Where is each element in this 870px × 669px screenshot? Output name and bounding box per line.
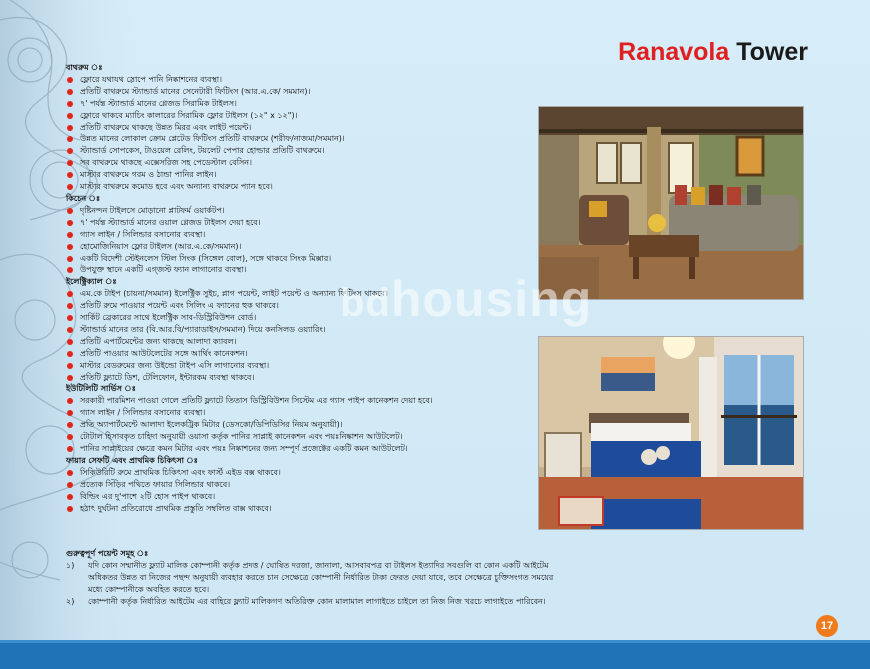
spec-item-text: মাস্টার বেডরুমের জন্য উইন্ডো টাইপ এসি লাগানোর ব্যবস্থা।: [80, 360, 270, 370]
note-number: ২): [66, 596, 75, 606]
spec-item-text: ৭' পর্যন্ত স্ট্যান্ডার্ড মানের ওয়াল গ্লেজড টাইলস দেয়া হবে।: [80, 217, 261, 227]
page-title: [618, 38, 808, 67]
note-text: যদি কোন সম্মানীত ফ্ল্যাট মালিক কোম্পানী কর্তৃক প্রদত্ত / ঘোষিত দরজা, জানালা, আসবাবপত্র বা টাইলস ইত্যাদির সবগুলি বা কোন একটি আইটেম: [88, 560, 549, 570]
bullet-icon: [67, 351, 73, 357]
note-line: [66, 584, 626, 596]
spec-item-text: সব বাথরুমে থাকছে এক্সেসরিজ সহ পেডেস্টাল বেসিন।: [80, 158, 252, 168]
title-suffix: Tower: [729, 38, 808, 66]
spec-item-text: একটি বিদেশী স্টেইনলেস স্টিল সিংক (সিঙ্গেল বোল), সঙ্গে থাকবে সিংক মিক্সার।: [80, 253, 332, 263]
spec-item: [66, 205, 531, 217]
note-number: ১): [66, 560, 75, 570]
bullet-icon: [67, 303, 73, 309]
spec-item-text: প্রতিটি পাওয়ার আউটলেটের সঙ্গে আর্থিং কানেকশন।: [80, 348, 248, 358]
spec-item: [66, 348, 531, 360]
spec-item: [66, 253, 531, 265]
spec-item-text: ফ্লোরে থাকবে ম্যাচিং কালারের সিরামিক ফ্লোর টাইলস (১২" x ১২")।: [80, 110, 298, 120]
spec-item-text: মাস্টার বাথরুমে কমোড হবে এবং অন্যান্য বাথরুমে প্যান হবে।: [80, 182, 273, 192]
bullet-icon: [67, 470, 73, 476]
bullet-icon: [67, 220, 73, 226]
bullet-icon: [67, 339, 73, 345]
spec-item-text: উন্নত মানের লোকাল ক্রোম প্লেটেড ফিটিংস প্রতিটি বাথরুমে (শরীফ/নাজমা/সমমান)।: [80, 134, 345, 144]
spec-item-text: উপযুক্ত স্থানে একটি এগ্জস্ট ফ্যান লাগানোর ব্যবস্থা।: [80, 265, 247, 275]
spec-item: [66, 241, 531, 253]
spec-item-text: পানির সাপ্লাইয়ের ক্ষেত্রে কমন মিটার এবং পয়ঃ নিষ্কাশনের জন্য সম্পূর্ণ প্রজেক্টের একটি কমন আউটলেট।: [80, 444, 408, 453]
spec-item: [66, 133, 531, 145]
page-number: 17: [816, 615, 838, 637]
bullet-icon: [67, 244, 73, 250]
spec-item: [66, 229, 531, 241]
note-line: [66, 572, 626, 584]
spec-item-text: গ্যাস লাইন / সিলিন্ডার বসানোর ব্যবস্থা।: [80, 229, 206, 239]
bullet-icon: [67, 160, 73, 166]
bullet-icon: [67, 506, 73, 512]
spec-item: [66, 479, 531, 491]
spec-item-text: বিল্ডিং এর দু'পাশে ২টি হোস পাইপ থাকবে।: [80, 491, 216, 501]
bullet-icon: [67, 148, 73, 154]
spec-item-text: গ্যাস লাইন / সিলিন্ডার বসানোর ব্যবস্থা।: [80, 408, 206, 418]
bullet-icon: [67, 422, 73, 428]
spec-item-text: প্রত্যেক সিঁড়ির পথিতে ফায়ার সিলিন্ডার থাকবে।: [80, 479, 231, 489]
spec-item-text: স্ট্যান্ডার্ড মানের তার (বি.আর.বি/প্যারাডাইস/সমমান) দিয়ে কনসিলড ওয়্যারিং।: [80, 324, 326, 334]
bullet-icon: [67, 125, 73, 131]
bedroom-photo: [538, 336, 804, 530]
note-text: মধ্যে কোম্পানীকে অবহিত করতে হবে।: [88, 584, 210, 594]
bullet-icon: [67, 494, 73, 500]
section-title: বাথরুম ঃ: [66, 63, 103, 72]
bullet-icon: [67, 101, 73, 107]
bullet-icon: [67, 375, 73, 381]
bullet-icon: [67, 256, 73, 262]
spec-item: [66, 395, 531, 407]
bullet-icon: [67, 410, 73, 416]
important-notes: [66, 548, 626, 608]
bullet-icon: [67, 184, 73, 190]
spec-item-text: প্রতিটি রুমে পাওয়ার পয়েন্ট এবং সিলিং এ ফ্যানের হুক থাকবে।: [80, 301, 279, 311]
spec-item: [66, 122, 531, 134]
bullet-icon: [67, 232, 73, 238]
watermark-logo: [340, 270, 592, 328]
bullet-icon: [67, 315, 73, 321]
spec-item: [66, 169, 531, 181]
spec-item-text: এম.কে টাইপ (চায়না/সমমান) ইলেক্ট্রিক সুইচ, প্লাগ পয়েন্ট, লাইট পয়েন্ট ও অন্যান্য ফিটিংস থাকবে।: [80, 289, 388, 299]
spec-item-text: প্রতিটি বাথরুমে থাকছে উন্নত মিরর এবং লাইট পয়েন্ট।: [80, 122, 252, 132]
spec-item: [66, 419, 531, 431]
spec-item-text: স্ট্যান্ডার্ড সোপকেস, টাওয়েল রেলিং, টয়লেট পেপার হোল্ডার প্রতিটি বাথরুমে।: [80, 146, 325, 156]
spec-item: [66, 145, 531, 157]
spec-item-text: সিকিউরিটি রুমে প্রাথমিক চিকিৎসা এবং ফার্স্ট এইড বক্স থাকবে।: [80, 467, 281, 477]
spec-item: [66, 86, 531, 98]
spec-item-text: প্রতিটি ফ্ল্যাটে ডিশ, টেলিফোন, ইন্টারকম ব্যবস্থা থাকবে।: [80, 372, 255, 382]
section-title: ফায়ার সেফটি এবং প্রাথমিক চিকিৎসা ঃ: [66, 455, 198, 465]
bullet-icon: [67, 136, 73, 142]
bullet-icon: [67, 434, 73, 440]
spec-item-text: সরকারী পারমিশন পাওয়া গেলে প্রতিটি ফ্ল্যাটে তিতাস ডিস্ট্রিবিউশন সিস্টেম এর গ্যাস পাইপ কানেকশন দেয়া হবে।: [80, 396, 433, 406]
note-line: [66, 560, 626, 572]
spec-item-text: প্রতি অ্যাপার্টমেন্টে আলাদা ইলেকট্রিক মিটার (ডেসকো/ডিপিডিসির নিয়ম অনুযায়ী)।: [80, 420, 343, 430]
spec-item: [66, 110, 531, 122]
spec-item-text: হঠাৎ দুর্ঘটনা প্রতিরোধে প্রাথমিক প্রস্তুতি সম্বলিত বাক্স থাকবে।: [80, 503, 272, 513]
spec-item: [66, 407, 531, 419]
spec-item: [66, 336, 531, 348]
spec-item-text: প্রতিটি বাথরুমে স্ট্যান্ডার্ড মানের সেনেটারী ফিটিংস (আর.এ.কে/ সমমান)।: [80, 86, 311, 96]
bullet-icon: [67, 89, 73, 95]
spec-item-text: ৭' পর্যন্ত স্ট্যান্ডার্ড মানের গ্লেজড সিরামিক টাইলস।: [80, 98, 237, 108]
section-title: ইলেক্ট্রিক্যাল ঃ: [66, 277, 117, 287]
bullet-icon: [67, 291, 73, 297]
note-line: [66, 596, 626, 608]
spec-item: [66, 360, 531, 372]
watermark-suffix: housing: [390, 271, 593, 327]
bullet-icon: [67, 398, 73, 404]
spec-item-text: প্রতিটি এপার্টমেন্টের জন্য থাকছে আলাদা ক্যাবল।: [80, 336, 237, 346]
bullet-icon: [67, 267, 73, 273]
spec-item-text: ফ্লোরে যথাযথ স্লোপে পানি নিষ্কাশনের ব্যবস্থা।: [80, 74, 222, 84]
spec-item: [66, 491, 531, 503]
spec-item: [66, 181, 531, 193]
bullet-icon: [67, 482, 73, 488]
spec-item: [66, 157, 531, 169]
spec-item: [66, 98, 531, 110]
watermark-prefix: bd: [340, 281, 391, 325]
section-title: ইউটিলিটি সার্ভিস ঃ: [66, 384, 136, 394]
footer-bar: [0, 643, 870, 669]
spec-item-text: সার্কিট ব্রেকারের সাথে ইলেক্ট্রিক সাব-ডিস্ট্রিবিউশন বোর্ড।: [80, 313, 257, 323]
bullet-icon: [67, 327, 73, 333]
bullet-icon: [67, 208, 73, 214]
spec-item-text: দৃষ্টিনন্দন টাইলসে মোড়ানো প্লাটফর্ম ওয়ার্কটপ।: [80, 205, 225, 215]
note-text: কোম্পানী কর্তৃক নির্ধারিত আইটেম এর বাহিরে ফ্ল্যাট মালিকগণ অতিরিক্ত কোন মালামাল লাগাইতে চাইলে তা নিজ নিজ খরচে লাগাইতে পারিবেন।: [88, 596, 546, 606]
spec-item: [66, 431, 531, 443]
bullet-icon: [67, 446, 73, 452]
spec-item: [66, 467, 531, 479]
spec-item: [66, 74, 531, 86]
bullet-icon: [67, 77, 73, 83]
note-text: অধিকতর উন্নত বা নিজের পছন্দ অনুযায়ী ব্যবহার করতে চান সেক্ষেত্রে কোম্পানী নির্ধারিত টাকা ফেরত দেয়া যাবে, তবে সেক্ষেত্রে চুক্তিসংগত সময়ের: [88, 572, 554, 582]
bullet-icon: [67, 113, 73, 119]
spec-item: [66, 503, 531, 515]
spec-item-text: হোমোজিনিয়াস ফ্লোর টাইলস (আর.এ.কে/সমমান)।: [80, 241, 242, 251]
spec-item: [66, 443, 531, 455]
section-title: কিচেন ঃ: [66, 193, 101, 203]
bullet-icon: [67, 363, 73, 369]
spec-item: [66, 372, 531, 384]
spec-item-text: মাস্টার বাথরুমে গরম ও ঠান্ডা পানির লাইন।: [80, 170, 217, 180]
spec-item-text: টোটাল হিসাবকৃত চাহিদা অনুযায়ী ওয়াসা কর্তৃক পানির সাপ্লাই কানেকশন এবং পয়ঃনিষ্কাশন আউটলেট।: [80, 432, 403, 442]
spec-item: [66, 217, 531, 229]
title-brand: Ranavola: [618, 38, 730, 66]
notes-title: গুরুত্বপূর্ণ পয়েন্ট সমূহ ঃ: [66, 549, 149, 558]
bullet-icon: [67, 172, 73, 178]
